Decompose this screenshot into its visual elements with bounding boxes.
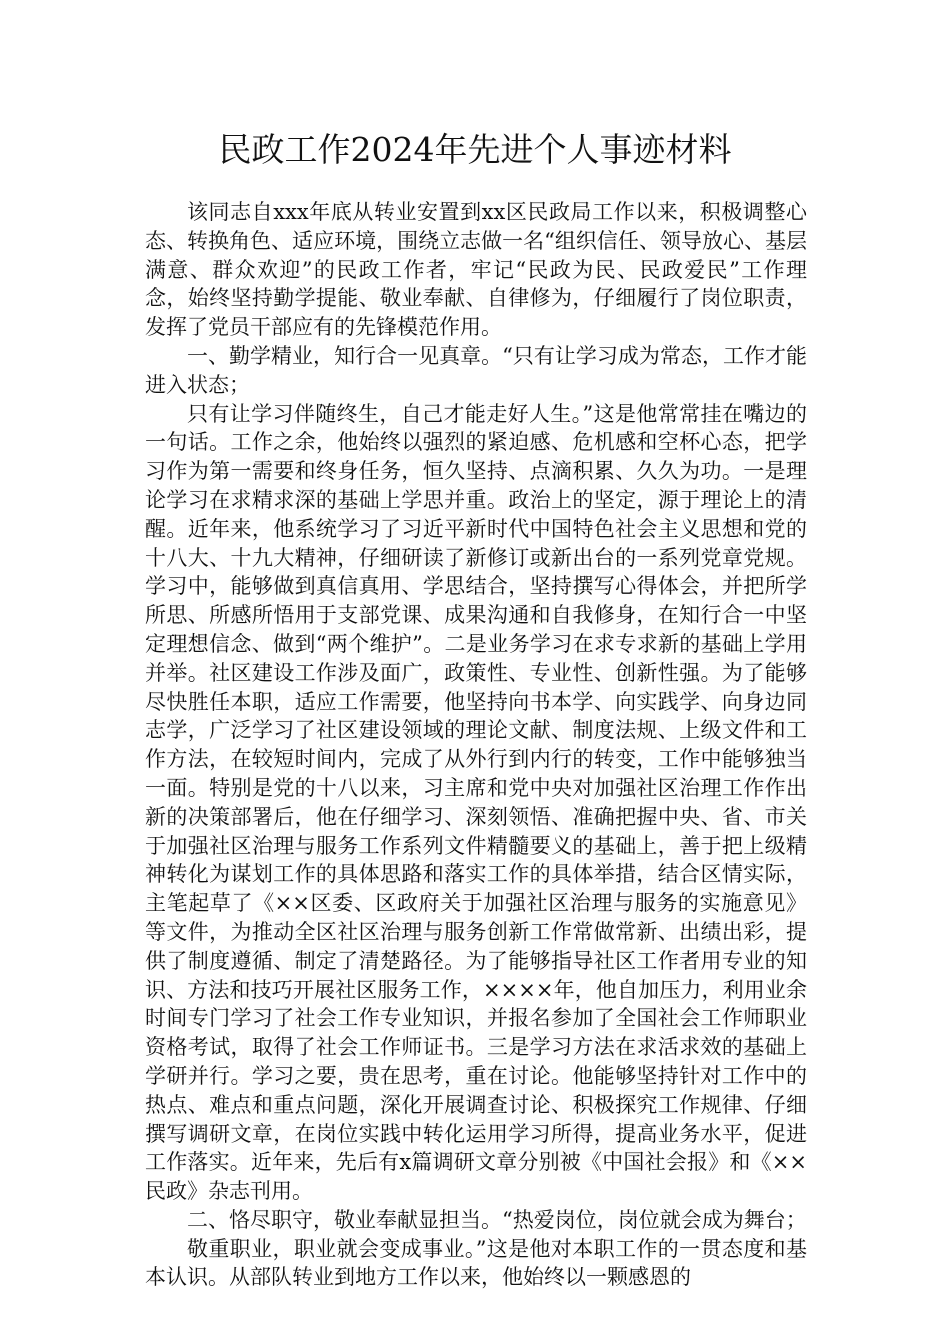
document-title: 民政工作2024年先进个人事迹材料 xyxy=(218,130,732,169)
paragraph-section-one-heading: 一、勤学精业，知行合一见真章。“只有让学习成为常态，工作才能进入状态； xyxy=(145,343,807,397)
paragraph-section-two-body: 敬重职业，职业就会变成事业。”这是他对本职工作的一贯态度和基本认识。从部队转业到地方工作以来，他始终以一颗感恩的 xyxy=(145,1236,807,1290)
paragraph-section-two-heading: 二、恪尽职守，敬业奉献显担当。“热爱岗位，岗位就会成为舞台； xyxy=(187,1207,807,1232)
document-body xyxy=(145,198,807,1292)
paragraph-section-one-body: 只有让学习伴随终生，自己才能走好人生。”这是他常常挂在嘴边的一句话。工作之余，他始终以强烈的紧迫感、危机感和空杯心态，把学习作为第一需要和终身任务，恒久坚持、点滴积累、久久为功。一是理论学习在求精求深的基础上学思并重。政治上的坚定，源于理论上的清醒。近年来，他系统学习了习近平新时代中国特色社会主义思想和党的十八大、十九大精神，仔细研读了新修订或新出台的一系列党章党规。学习中，能够做到真信真用、学思结合，坚持撰写心得体会，并把所学所思、所感所悟用于支部党课、成果沟通和自我修身，在知行合一中坚定理想信念、做到“两个维护”。二是业务学习在求专求新的基础上学用并举。社区建设工作涉及面广，政策性、专业性、创新性强。为了能够尽快胜任本职，适应工作需要，他坚持向书本学、向实践学、向身边同志学，广泛学习了社区建设领域的理论文献、制度法规、上级文件和工作方法，在较短时间内，完成了从外行到内行的转变，工作中能够独当一面。特别是党的十八以来，习主席和党中央对加强社区治理工作作出新的决策部署后，他在仔细学习、深刻领悟、准确把握中央、省、市关于加强社区治理与服务工作系列文件精髓要义的基础上，善于把上级精神转化为谋划工作的具体思路和落实工作的具体举措，结合区情实际，主笔起草了《××区委、区政府关于加强社区治理与服务的实施意见》等文件，为推动全区社区治理与服务创新工作常做常新、出绩出彩，提供了制度遵循、制定了清楚路径。为了能够指导社区工作者用专业的知识、方法和技巧开展社区服务工作，××××年，他自加压力，利用业余时间专门学习了社会工作专业知识，并报名参加了全国社会工作师职业资格考试，取得了社会工作师证书。三是学习方法在求活求效的基础上学研并行。学习之要，贵在思考，重在讨论。他能够坚持针对工作中的热点、难点和重点问题，深化开展调查讨论、积极探究工作规律、仔细撰写调研文章，在岗位实践中转化运用学习所得，提高业务水平，促进工作落实。近年来，先后有x篇调研文章分别被《中国社会报》和《××民政》杂志刊用。 xyxy=(145,401,807,1204)
paragraph-intro: 该同志自xxx年底从转业安置到xx区民政局工作以来，积极调整心态、转换角色、适应环境，围绕立志做一名“组织信任、领导放心、基层满意、群众欢迎”的民政工作者，牢记“民政为民、民政爱民”工作理念，始终坚持勤学提能、敬业奉献、自律修为，仔细履行了岗位职责，发挥了党员干部应有的先锋模范作用。 xyxy=(145,200,807,340)
